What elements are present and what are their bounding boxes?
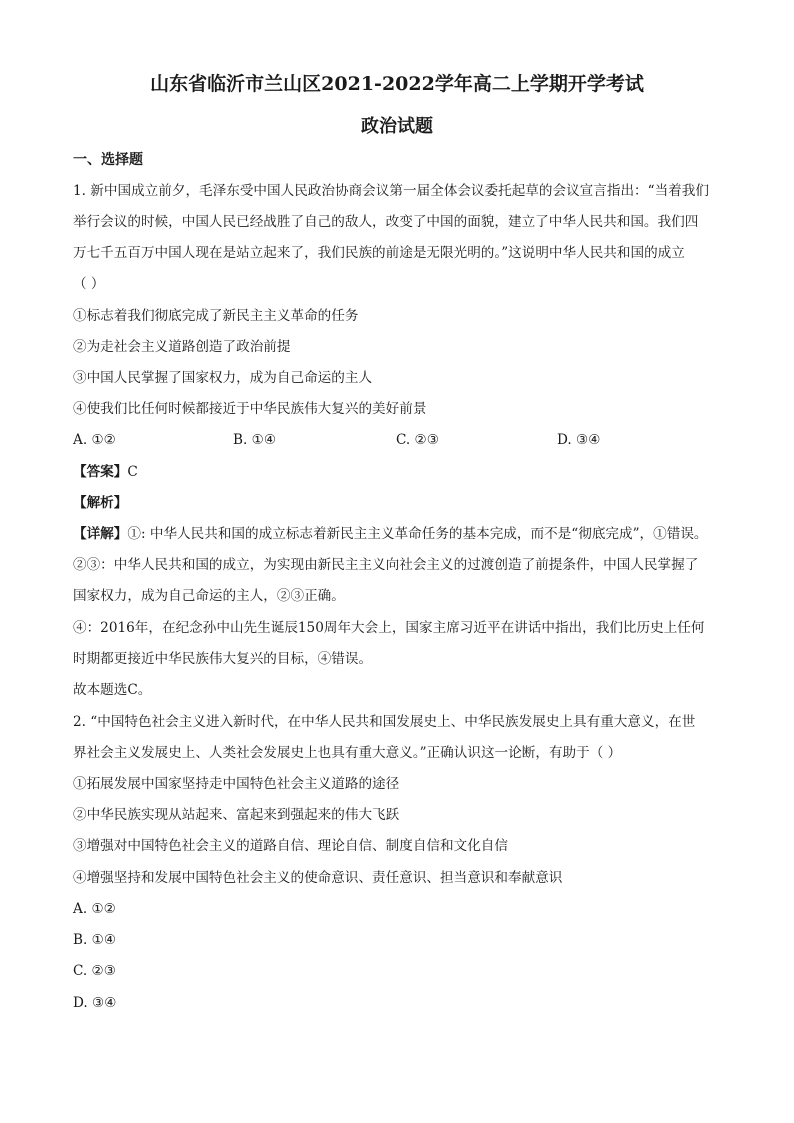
q2-option-b: B. ①④ [73, 932, 117, 948]
detail-text: ①: 中华人民共和国的成立标志着新民主主义革命任务的基本完成，而不是“彻底完成”，①错误。 [127, 526, 708, 542]
q1-option-c: C. ②③ [396, 432, 439, 448]
q2-statement: ②中华民族实现从站起来、富起来到强起来的伟大飞跃 [73, 807, 400, 823]
q1-stem-line: 万七千五百万中国人现在是站立起来了，我们民族的前途是无限光明的。”这说明中华人民共和国的成立 [73, 245, 685, 261]
q1-detail-line [73, 524, 733, 544]
q1-detail-line: 国家权力，成为自己命运的主人，②③正确。 [73, 588, 345, 604]
q1-conclusion: 故本题选C。 [73, 682, 152, 698]
q2-statement: ①拓展发展中国家坚持走中国特色社会主义道路的途径 [73, 776, 400, 792]
detail-label: 【详解】 [73, 526, 128, 542]
q1-detail-line: ④：2016年，在纪念孙中山先生诞辰150周年大会上，国家主席习近平在讲话中指出，我们比历史上任何 [73, 620, 705, 636]
q1-stem-line: 举行会议的时候，中国人民已经战胜了自己的敌人，改变了中国的面貌，建立了中华人民共和国。我们四 [73, 214, 699, 230]
q1-stem-line: （ ） [73, 276, 105, 292]
exam-title: 山东省临沂市兰山区2021-2022学年高二上学期开学考试 [150, 73, 644, 95]
q1-option-a: A. ①② [73, 432, 116, 448]
q1-answer-line [73, 462, 733, 482]
q1-statement: ③中国人民掌握了国家权力，成为自己命运的主人 [73, 370, 373, 386]
exam-subtitle: 政治试题 [361, 116, 433, 137]
q1-detail-line: 时期都更接近中华民族伟大复兴的目标，④错误。 [73, 651, 373, 667]
q1-stem-line: 1. 新中国成立前夕，毛泽东受中国人民政治协商会议第一届全体会议委托起草的会议宣言指出：“当着我们 [73, 183, 709, 199]
q2-option-a: A. ①② [73, 901, 116, 917]
q1-option-d: D. ③④ [557, 432, 601, 448]
q1-option-b: B. ①④ [233, 432, 277, 448]
section-heading: 一、选择题 [73, 152, 143, 168]
answer-label: 【答案】 [73, 464, 128, 480]
q2-statement: ③增强对中国特色社会主义的道路自信、理论自信、制度自信和文化自信 [73, 838, 508, 854]
analysis-label: 【解析】 [73, 495, 128, 511]
q1-statement: ①标志着我们彻底完成了新民主主义革命的任务 [73, 308, 359, 324]
q1-statement: ④使我们比任何时候都接近于中华民族伟大复兴的美好前景 [73, 401, 427, 417]
q2-stem-line: 界社会主义发展史上、人类社会发展史上也具有重大意义。”正确认识这一论断，有助于（ ） [73, 745, 622, 761]
q2-stem-line: 2. “中国特色社会主义进入新时代，在中华人民共和国发展史上、中华民族发展史上具有重大意义，在世 [73, 714, 696, 730]
q2-statement: ④增强坚持和发展中国特色社会主义的使命意识、责任意识、担当意识和奉献意识 [73, 870, 563, 886]
q2-option-c: C. ②③ [73, 963, 116, 979]
answer-value: C [127, 464, 138, 480]
q2-option-d: D. ③④ [73, 995, 117, 1011]
q1-detail-line: ②③：中华人民共和国的成立，为实现由新民主主义向社会主义的过渡创造了前提条件，中国人民掌握了 [73, 557, 699, 573]
q1-statement: ②为走社会主义道路创造了政治前提 [73, 339, 291, 355]
